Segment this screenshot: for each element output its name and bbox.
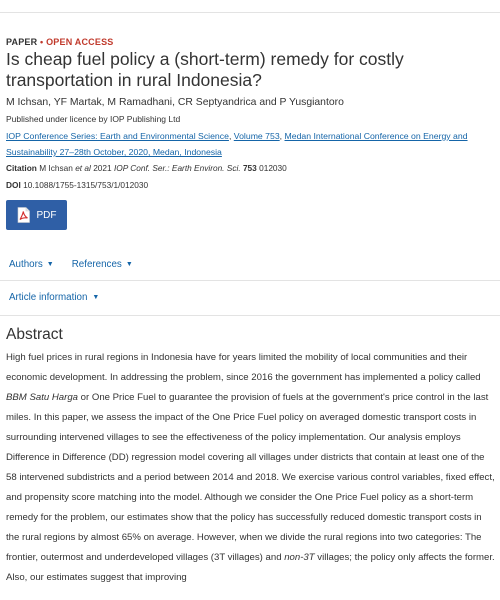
open-access-label: OPEN ACCESS (46, 37, 114, 47)
tab-references-label: References (71, 259, 122, 270)
abstract-heading: Abstract (6, 326, 63, 343)
pdf-button-label: PDF (36, 209, 57, 221)
citation-article-number: 012030 (259, 163, 287, 173)
publication-links: IOP Conference Series: Earth and Environmental Science, Volume 753, Medan International Conference on Energy and Sustainability 27–28th October, 2020, Medan, Indonesia (6, 131, 468, 157)
citation-line (6, 163, 287, 173)
article-information-label: Article information (9, 292, 88, 303)
journal-series-link[interactable]: IOP Conference Series: Earth and Environmental Science (6, 131, 229, 141)
conference-link[interactable]: Medan International Conference on Energy and Sustainability 27–28th October, 2020, Medan, Indonesia (6, 131, 468, 157)
doi-line (6, 180, 148, 190)
licence-notice: Published under licence by IOP Publishing Ltd (6, 114, 181, 124)
caret-down-icon: ▼ (125, 261, 133, 268)
section-divider (0, 280, 500, 281)
article-title: Is cheap fuel policy a (short-term) remedy for costly transportation in rural Indonesia? (6, 49, 404, 90)
paper-type-label: PAPER (6, 37, 38, 47)
citation-authors: M Ichsan (39, 163, 73, 173)
article-meta-label (6, 37, 114, 47)
doi-value: 10.1088/1755-1315/753/1/012030 (23, 180, 149, 190)
pdf-download-button[interactable] (6, 200, 67, 230)
article-information-toggle[interactable] (9, 292, 99, 303)
citation-journal: IOP Conf. Ser.: Earth Environ. Sci. (113, 163, 241, 173)
pdf-file-icon (17, 207, 30, 223)
meta-separator: • (40, 37, 44, 47)
caret-down-icon: ▼ (92, 294, 100, 301)
section-divider (0, 315, 500, 316)
tab-references[interactable] (72, 259, 133, 270)
citation-volume: 753 (242, 163, 257, 173)
tab-authors[interactable] (9, 259, 54, 270)
author-list: M Ichsan, YF Martak, M Ramadhani, CR Septyandrica and P Yusgiantoro (6, 97, 344, 108)
caret-down-icon: ▼ (46, 261, 54, 268)
citation-year: 2021 (93, 163, 112, 173)
tab-authors-label: Authors (9, 259, 43, 270)
top-divider (0, 12, 500, 13)
doi-label: DOI (6, 180, 21, 190)
citation-etal: et al (75, 163, 91, 173)
citation-label: Citation (6, 163, 37, 173)
abstract-text: High fuel prices in rural regions in Indonesia have for years limited the mobility of local communities and their economic development. In addressing the problem, since 2016 the government has implemented a policy called BBM Satu Harga or One Price Fuel to guarantee the provision of fuels at the government's price control in the last miles. In this paper, we assess the impact of the One Price Fuel policy on averaged domestic transport costs in surrounding intervened villages to see the effectiveness of the policy implementation. Our analysis employs Difference in Difference (DD) regression model covering all villages under districts that contain at least one of the 58 intervened subdistricts and a period between 2014 and 2018. We exercise various control variables, fixed effect, and propensity score matching into the model. Although we consider the One Price Fuel policy as a short-term remedy for the problem, our estimates show that the policy has successfully reduced domestic transport costs in the rural regions by almost 65% on average. However, when we divide the rural regions into two categories: The frontier, outermost and underdeveloped villages (3T villages) and non-3T villages; the policy only affects the former. Also, our estimates suggest that improving (6, 352, 495, 583)
volume-link[interactable]: Volume 753 (233, 131, 280, 141)
non-3t-term: non-3T (284, 552, 315, 563)
policy-name: BBM Satu Harga (6, 392, 78, 403)
article-tabs (9, 259, 133, 270)
